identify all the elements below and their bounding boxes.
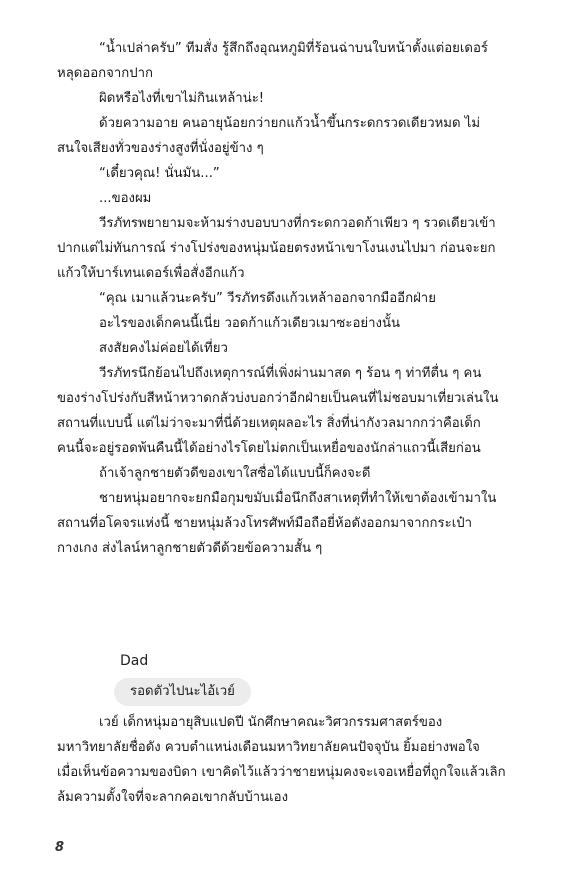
- text-line: เมื่อเห็นข้อความของบิดา เขาคิดไว้แล้วว่าชายหนุ่มคงจะเจอเหยื่อที่ถูกใจแล้วเลิก: [57, 765, 506, 780]
- text-line: ด้วยความอาย คนอายุน้อยกว่ายกแก้วน้ำขึ้นกระดกรวดเดียวหมด ไม่: [99, 116, 481, 131]
- text-line: ...ของผม: [99, 191, 152, 206]
- text-line: วีรภัทรพยายามจะห้ามร่างบอบบางที่กระดกวอดก้าเพียว ๆ รวดเดียวเข้า: [99, 216, 496, 231]
- text-line: คนนี้จะอยู่รอดพ้นคืนนี้ได้อย่างไรโดยไม่ตกเป็นเหยื่อของนักล่าแถวนี้เสียก่อน: [57, 441, 481, 456]
- text-line: หลุดออกจากปาก: [57, 66, 154, 81]
- chat-sender-name: Dad: [120, 653, 149, 669]
- body-text-bottom: [57, 710, 513, 810]
- text-line: มหาวิทยาลัยชื่อดัง ควบตำแหน่งเดือนมหาวิทยาลัยคนปัจจุบัน ยิ้มอย่างพอใจ: [57, 740, 480, 755]
- text-line: สถานที่แบบนี้ แต่ไม่ว่าจะมาที่นี่ด้วยเหตุผลอะไร สิ่งที่น่ากังวลมากกว่าคือเด็ก: [57, 416, 481, 431]
- page-number: 8: [55, 840, 65, 855]
- text-line: “เดี๋ยวคุณ! นั่นมัน...”: [99, 166, 220, 181]
- text-line: สนใจเสียงทั่วของร่างสูงที่นั่งอยู่ข้าง ๆ: [57, 141, 264, 156]
- chat-message-bubble: รอดตัวไปนะไอ้เวย์: [114, 678, 251, 706]
- text-line: ชายหนุ่มอยากจะยกมือกุมขมับเมื่อนึกถึงสาเหตุที่ทำให้เขาต้องเข้ามาใน: [99, 491, 497, 506]
- text-line: สถานที่อโคจรแห่งนี้ ชายหนุ่มล้วงโทรศัพท์มือถือยี่ห้อดังออกมาจากกระเป๋า: [57, 516, 472, 531]
- text-line: แก้วให้บาร์เทนเดอร์เพื่อสั่งอีกแก้ว: [57, 266, 245, 281]
- text-line: วีรภัทรนึกย้อนไปถึงเหตุการณ์ที่เพิ่งผ่านมาสด ๆ ร้อน ๆ ท่าทีตื่น ๆ คน: [99, 366, 482, 381]
- text-line: ของร่างโปร่งกับสีหน้าหวาดกลัวบ่งบอกว่าอีกฝ่ายเป็นคนที่ไม่ชอบมาเที่ยวเล่นใน: [57, 391, 499, 406]
- text-line: “น้ำเปล่าครับ” ทีมสั่ง รู้สึกถึงอุณหภูมิที่ร้อนฉ่าบนใบหน้าตั้งแต่อยเดอร์: [99, 41, 488, 56]
- text-line: “คุณ เมาแล้วนะครับ” วีรภัทรดึงแก้วเหล้าออกจากมืออีกฝ่าย: [99, 291, 436, 306]
- text-line: เวย์ เด็กหนุ่มอายุสิบแปดปี นักศึกษาคณะวิศวกรรมศาสตร์ของ: [99, 715, 443, 730]
- text-line: ปากแต่ไม่ทันการณ์ ร่างโปร่งของหนุ่มน้อยตรงหน้าเขาโงนเงนไปมา ก่อนจะยก: [57, 241, 496, 256]
- text-line: ผิดหรือไงที่เขาไม่กินเหล้าน่ะ!: [99, 91, 265, 106]
- text-line: อะไรของเด็กคนนี้เนี่ย วอดก้าแก้วเดียวเมาซะอย่างนั้น: [99, 316, 400, 331]
- body-text-top: [57, 36, 513, 561]
- text-line: ล้มความตั้งใจที่จะลากคอเขากลับบ้านเอง: [57, 790, 289, 805]
- text-line: ถ้าเจ้าลูกชายตัวดีของเขาใสซื่อได้แบบนี้ก็คงจะดี: [99, 466, 371, 481]
- text-line: กางเกง ส่งไลน์หาลูกชายตัวดีด้วยข้อความสั้น ๆ: [57, 541, 323, 556]
- text-line: สงสัยคงไม่ค่อยได้เที่ยว: [99, 341, 228, 356]
